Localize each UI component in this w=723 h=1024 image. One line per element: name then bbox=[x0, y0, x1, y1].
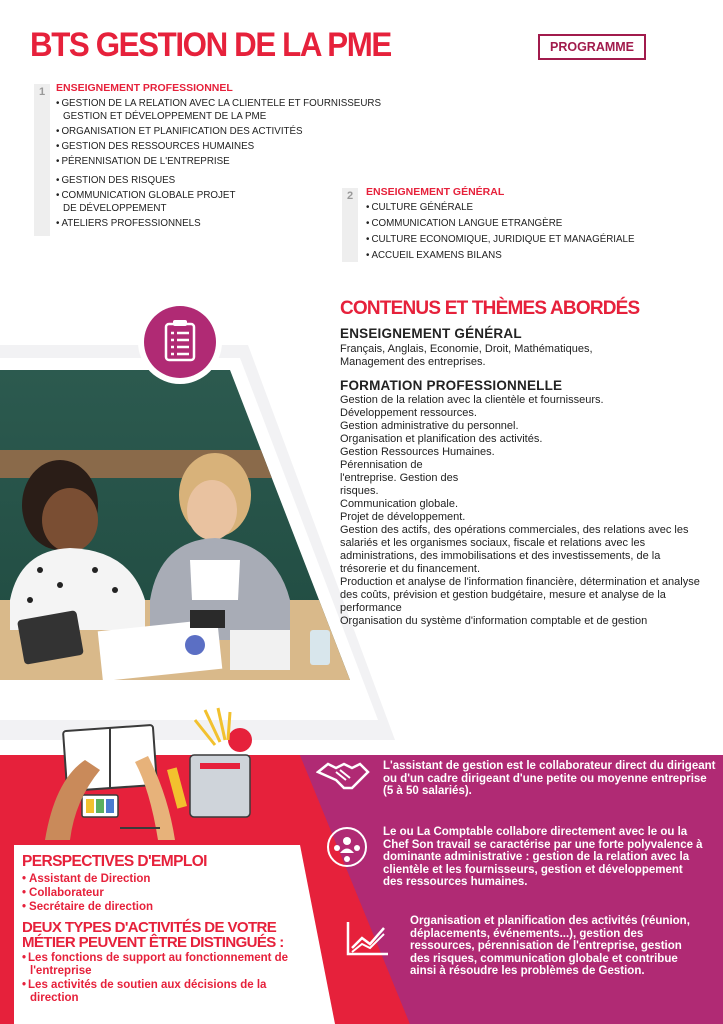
list-item: • Les activités de soutien aux décisions de la direction bbox=[22, 979, 307, 1005]
team-icon bbox=[326, 826, 368, 868]
pro-line: Gestion Ressources Humaines. bbox=[340, 446, 495, 458]
list-item: • Les fonctions de support au fonctionnement de l'entreprise bbox=[22, 952, 307, 978]
section2-heading: ENSEIGNEMENT GÉNÉRAL bbox=[366, 186, 505, 198]
list-item: • Secrétaire de direction bbox=[22, 900, 153, 914]
list-item: • COMMUNICATION LANGUE ETRANGÈRE bbox=[366, 217, 666, 231]
pro-line: l'entreprise. Gestion des bbox=[340, 472, 459, 484]
section1-heading: ENSEIGNEMENT PROFESSIONNEL bbox=[56, 82, 233, 94]
general-text: Français, Anglais, Economie, Droit, Mathématiques, Management des entreprises. bbox=[340, 343, 593, 368]
list-item: • Assistant de Direction bbox=[22, 872, 153, 886]
pro-text bbox=[340, 394, 705, 628]
list-item: • ACCUEIL EXAMENS BILANS bbox=[366, 249, 666, 263]
handshake-icon bbox=[316, 758, 370, 794]
pro-line: Gestion des actifs, des opérations commerciales, des relations avec les salariés et les organismes sociaux, fiscale et relations avec les administrations, des immobilisations et des investissements, de la trésorerie et du financement. bbox=[340, 524, 689, 575]
section-number-1: 1 bbox=[34, 84, 50, 236]
paragraph-assistant: L'assistant de gestion est le collaborateur direct du dirigeant ou d'un cadre dirigeant d'une petite ou moyenne entreprise (5 à 50 salariés). bbox=[383, 760, 716, 797]
pro-heading: FORMATION PROFESSIONNELLE bbox=[340, 378, 563, 393]
deux-types-list bbox=[22, 952, 307, 1006]
pro-line: Production et analyse de l'information financière, détermination et analyse des coûts, prévision et gestion budgétaire, mesure et analyse de la performance bbox=[340, 576, 700, 614]
chart-growth-icon bbox=[344, 918, 390, 958]
list-item: • Collaborateur bbox=[22, 886, 153, 900]
list-item: • CULTURE GÉNÉRALE bbox=[366, 201, 666, 215]
pro-line: Développement ressources. bbox=[340, 407, 477, 419]
list-item: • COMMUNICATION GLOBALE PROJET DE DÉVELOPPEMENT bbox=[56, 189, 246, 215]
list-item: • PÉRENNISATION DE L'ENTREPRISE bbox=[56, 155, 426, 168]
pro-line: Pérennisation de bbox=[340, 459, 423, 471]
paragraph-comptable: Le ou La Comptable collabore directement avec le ou la Chef Son travail se caractérise par une forte polyvalence à dominante administrative : gestion de la relation avec la clientèle et les fournisseurs, gestion et développement des ressources humaines. bbox=[383, 826, 703, 888]
perspectives-list bbox=[22, 872, 153, 914]
perspectives-title: PERSPECTIVES D'EMPLOI bbox=[22, 853, 207, 870]
pro-line: Gestion administrative du personnel. bbox=[340, 420, 519, 432]
list-item: • GESTION DES RISQUES bbox=[56, 174, 426, 187]
section2-list bbox=[366, 199, 666, 263]
pro-line: Communication globale. bbox=[340, 498, 459, 510]
pro-line: Organisation et planification des activités. bbox=[340, 433, 543, 445]
list-item: • GESTION DE LA RELATION AVEC LA CLIENTELE ET FOURNISSEURS GESTION ET DÉVELOPPEMENT DE LA PME bbox=[56, 97, 426, 123]
list-item: • GESTION DES RESSOURCES HUMAINES bbox=[56, 140, 426, 153]
general-heading: ENSEIGNEMENT GÉNÉRAL bbox=[340, 326, 522, 341]
pro-line: Gestion de la relation avec la clientèle et fournisseurs. bbox=[340, 394, 604, 406]
paragraph-organisation: Organisation et planification des activités (réunion, déplacements, événements...), gestion des ressources, pérennisation de l'entreprise, gestion des risques, communication globale et contribue ainsi à résoudre les problèmes de Gestion. bbox=[410, 915, 690, 977]
list-item: • CULTURE ECONOMIQUE, JURIDIQUE ET MANAGÉRIALE bbox=[366, 233, 666, 247]
pro-line: Organisation du système d'information comptable et de gestion bbox=[340, 615, 648, 627]
programme-badge: PROGRAMME bbox=[538, 34, 646, 60]
contenus-title: CONTENUS ET THÈMES ABORDÉS bbox=[340, 298, 640, 319]
deux-types-title: DEUX TYPES D'ACTIVITÉS DE VOTRE MÉTIER PEUVENT ÊTRE DISTINGUÉS : bbox=[22, 919, 284, 951]
list-item: • ATELIERS PROFESSIONNELS bbox=[56, 217, 426, 230]
list-item: • ORGANISATION ET PLANIFICATION DES ACTIVITÉS bbox=[56, 125, 426, 138]
page-title: BTS GESTION DE LA PME bbox=[30, 26, 391, 64]
pro-line: Projet de développement. bbox=[340, 511, 466, 523]
desk-illustration bbox=[40, 700, 300, 850]
pro-line: risques. bbox=[340, 485, 379, 497]
section-number-2: 2 bbox=[342, 188, 358, 262]
